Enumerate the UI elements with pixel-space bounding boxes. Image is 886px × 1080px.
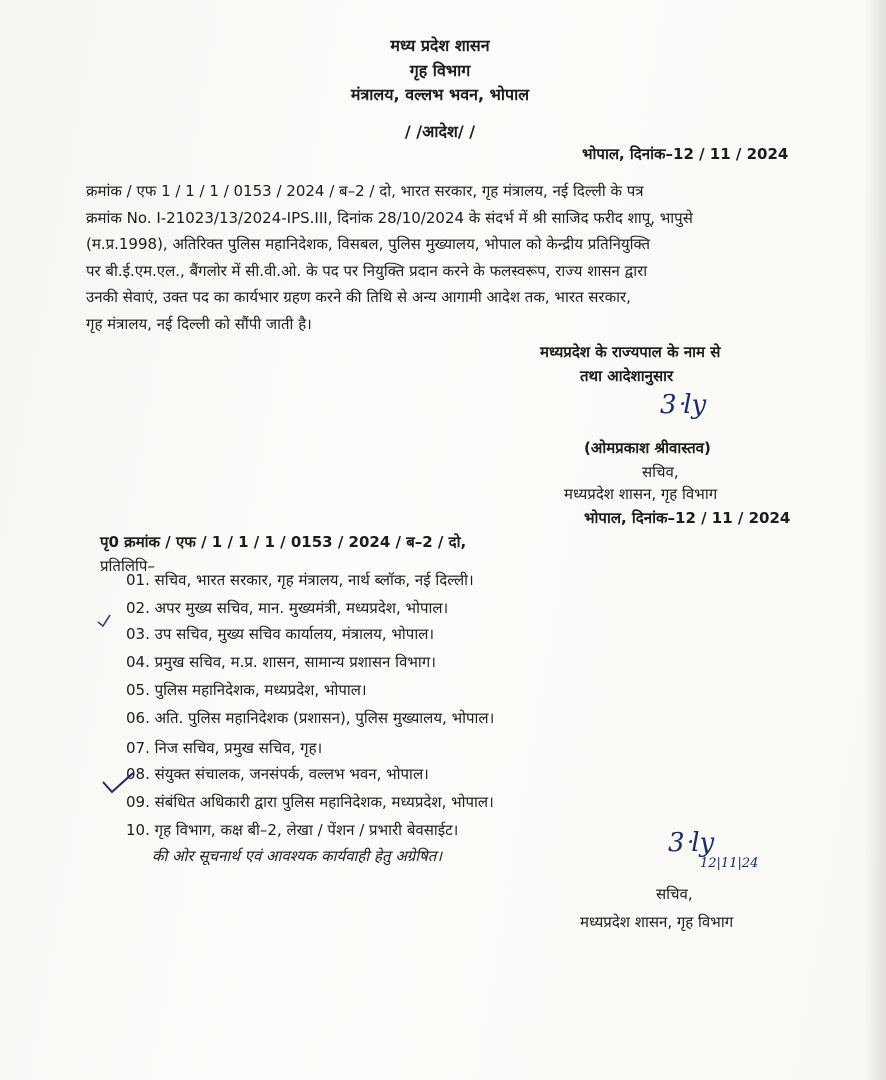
endorsement-signature-date: 12|11|24 — [700, 856, 759, 871]
order-title: / /आदेश/ / — [404, 122, 476, 141]
order-date: भोपाल, दिनांक–12 / 11 / 2024 — [582, 145, 789, 163]
recipient-item: 10. गृह विभाग, कक्ष बी–2, लेखा / पेंशन / प्रभारी बेवसाईट। — [126, 821, 459, 839]
signatory-office: मध्यप्रदेश शासन, गृह विभाग — [564, 485, 718, 503]
header-department: गृह विभाग — [409, 61, 471, 80]
body-line: (म.प्र.1998), अतिरिक्त पुलिस महानिदेशक, विसबल, पुलिस मुख्यालय, भोपाल को केन्द्रीय प्रतिनियुक्ति — [86, 235, 651, 253]
body-line: उनकी सेवाएं, उक्त पद का कार्यभार ग्रहण करने की तिथि से अन्य आगामी आदेश तक, भारत सरकार, — [86, 288, 631, 306]
signatory-name: (ओमप्रकाश श्रीवास्तव) — [584, 439, 711, 457]
order-body — [86, 178, 806, 337]
page-edge-shadow — [864, 0, 886, 1080]
copy-label: प्रतिलिपि– — [100, 557, 155, 575]
recipient-item: 01. सचिव, भारत सरकार, गृह मंत्रालय, नार्थ ब्लॉक, नई दिल्ली। — [126, 571, 474, 589]
authority-line-2: तथा आदेशानुसार — [580, 367, 674, 385]
recipient-item: 05. पुलिस महानिदेशक, मध्यप्रदेश, भोपाल। — [126, 681, 367, 699]
recipient-item: 07. निज सचिव, प्रमुख सचिव, गृह। — [126, 739, 323, 757]
signatory-date: भोपाल, दिनांक–12 / 11 / 2024 — [584, 509, 791, 527]
recipient-item: 09. संबंधित अधिकारी द्वारा पुलिस महानिदेशक, मध्यप्रदेश, भोपाल। — [126, 793, 494, 811]
body-line: पर बी.ई.एम.एल., बैंगलोर में सी.वी.ओ. के पद पर नियुक्ति प्रदान करने के फलस्वरूप, राज्य शासन द्वारा — [86, 261, 648, 280]
body-line: क्रमांक / एफ 1 / 1 / 1 / 0153 / 2024 / ब–2 / दो, भारत सरकार, गृह मंत्रालय, नई दिल्ली के पत्र — [86, 182, 644, 200]
signatory-designation: सचिव, — [642, 463, 679, 481]
recipient-item: 04. प्रमुख सचिव, म.प्र. शासन, सामान्य प्रशासन विभाग। — [126, 653, 436, 671]
body-line: क्रमांक No. I-21023/13/2024-IPS.III, दिनांक 28/10/2024 के संदर्भ में श्री साजिद फरीद शापू, भापुसे — [86, 208, 693, 227]
recipient-item: 08. संयुक्त संचालक, जनसंपर्क, वल्लभ भवन, भोपाल। — [126, 765, 429, 783]
authority-line-1: मध्यप्रदेश के राज्यपाल के नाम से — [540, 343, 721, 361]
endorsement-office: मध्यप्रदेश शासन, गृह विभाग — [580, 913, 734, 931]
recipient-item: 06. अति. पुलिस महानिदेशक (प्रशासन), पुलिस मुख्यालय, भोपाल। — [126, 709, 495, 727]
header-government: मध्य प्रदेश शासन — [390, 36, 490, 55]
endorsement-designation: सचिव, — [656, 885, 693, 903]
pen-check-icon — [100, 770, 136, 796]
recipient-item: 02. अपर मुख्य सचिव, मान. मुख्यमंत्री, मध्यप्रदेश, भोपाल। — [126, 599, 449, 617]
forward-note: की ओर सूचनार्थ एवं आवश्यक कार्यवाही हेतु अग्रेषित। — [152, 847, 443, 865]
recipient-item: 03. उप सचिव, मुख्य सचिव कार्यालय, मंत्रालय, भोपाल। — [126, 625, 435, 643]
pen-tick-icon — [96, 612, 112, 628]
signature-initials: 3ᐧly — [660, 390, 707, 420]
endorsement-signature-initials: 3ᐧly — [668, 828, 715, 858]
body-line: गृह मंत्रालय, नई दिल्ली को सौंपी जाती है। — [86, 314, 312, 333]
endorsement-number: पृ0 क्रमांक / एफ / 1 / 1 / 1 / 0153 / 2024 / ब–2 / दो, — [100, 533, 467, 551]
header-address: मंत्रालय, वल्लभ भवन, भोपाल — [350, 85, 530, 104]
